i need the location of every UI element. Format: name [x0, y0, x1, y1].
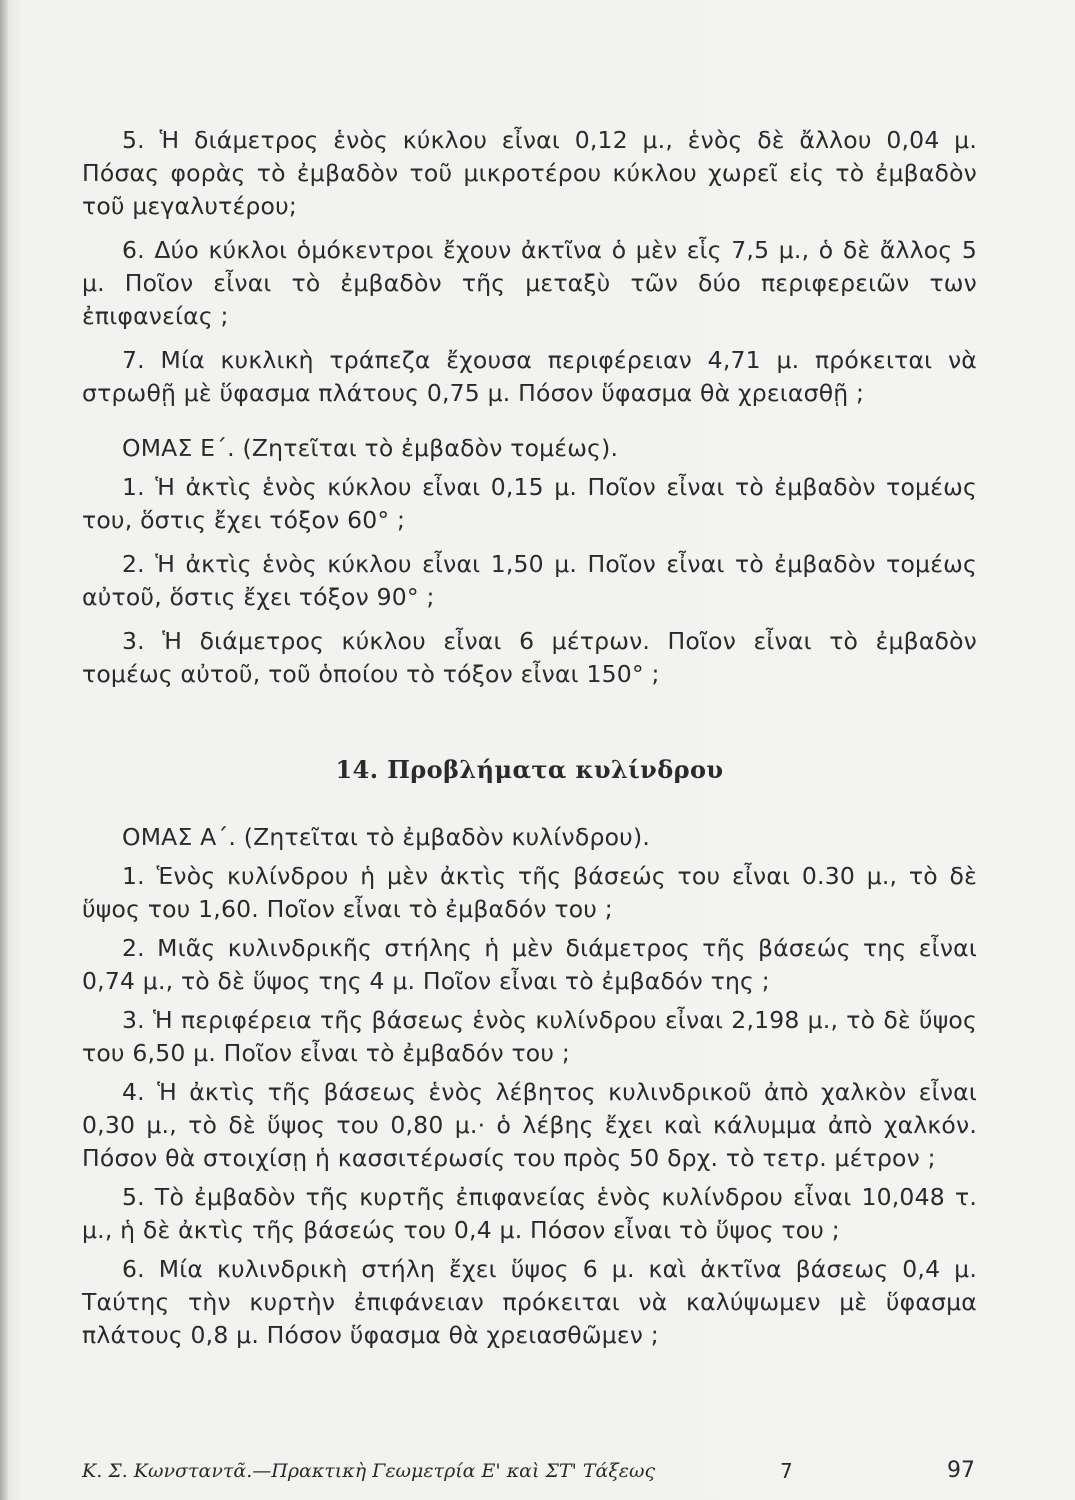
group-heading: ΟΜΑΣ Ε΄. (Ζητεῖται τὸ ἐμβαδὸν τομέως). [122, 434, 619, 462]
problem-paragraph: 2. Μιᾶς κυλινδρικῆς στήλης ἡ μὲν διάμετρος τῆς βάσεώς της εἶναι 0,74 μ., τὸ δὲ ὕψος της 4 μ. Ποῖον εἶναι τὸ ἐμβαδόν της ; [82, 934, 977, 995]
problem-paragraph: 1. Ἡ ἀκτὶς ἑνὸς κύκλου εἶναι 0,15 μ. Ποῖον εἶναι τὸ ἐμβαδὸν τομέως του, ὅστις ἔχει τόξον 60° ; [82, 473, 977, 534]
page-footer [82, 1454, 975, 1488]
book-reference: Κ. Σ. Κωνσταντᾶ.—Πρακτικὴ Γεωμετρία Ε' καὶ ΣΤ' Τάξεως [82, 1460, 656, 1482]
problem-paragraph: 3. Ἡ διάμετρος κύκλου εἶναι 6 μέτρων. Ποῖον εἶναι τὸ ἐμβαδὸν τομέως αὐτοῦ, τοῦ ὁποίου τὸ τόξον εἶναι 150° ; [82, 627, 977, 688]
problem-paragraph: 7. Μία κυκλικὴ τράπεζα ἔχουσα περιφέρειαν 4,71 μ. πρόκειται νὰ στρωθῇ μὲ ὕφασμα πλάτους 0,75 μ. Πόσον ὕφασμα θὰ χρειασθῇ ; [82, 346, 977, 407]
problem-paragraph: 6. Δύο κύκλοι ὁμόκεντροι ἔχουν ἀκτῖνα ὁ μὲν εἷς 7,5 μ., ὁ δὲ ἄλλος 5 μ. Ποῖον εἶναι τὸ ἐμβαδὸν τῆς μεταξὺ τῶν δύο περιφερειῶν των ἐπιφανείας ; [82, 236, 977, 330]
problem-paragraph: 5. Ἡ διάμετρος ἑνὸς κύκλου εἶναι 0,12 μ., ἑνὸς δὲ ἄλλου 0,04 μ. Πόσας φορὰς τὸ ἐμβαδὸν τοῦ μικροτέρου κύκλου χωρεῖ εἰς τὸ ἐμβαδὸν τοῦ μεγαλυτέρου; [82, 126, 977, 220]
problem-paragraph: 5. Τὸ ἐμβαδὸν τῆς κυρτῆς ἐπιφανείας ἑνὸς κυλίνδρου εἶναι 10,048 τ. μ., ἡ δὲ ἀκτὶς τῆς βάσεώς του 0,4 μ. Πόσον εἶναι τὸ ὕψος του ; [82, 1183, 977, 1244]
page-binding-edge [0, 0, 8, 1500]
section-title: 14. Προβλήματα κυλίνδρου [335, 755, 724, 784]
page-number: 97 [947, 1458, 975, 1483]
problem-paragraph: 1. Ἑνὸς κυλίνδρου ἡ μὲν ἀκτὶς τῆς βάσεώς του εἶναι 0.30 μ., τὸ δὲ ὕψος του 1,60. Ποῖον εἶναι τὸ ἐμβαδόν του ; [82, 862, 977, 923]
signature-mark: 7 [780, 1459, 793, 1483]
problem-paragraph: 3. Ἡ περιφέρεια τῆς βάσεως ἑνὸς κυλίνδρου εἶναι 2,198 μ., τὸ δὲ ὕψος του 6,50 μ. Ποῖον εἶναι τὸ ἐμβαδόν του ; [82, 1006, 977, 1067]
page-body [82, 124, 977, 1352]
problem-paragraph: 4. Ἡ ἀκτὶς τῆς βάσεως ἑνὸς λέβητος κυλινδρικοῦ ἀπὸ χαλκὸν εἶναι 0,30 μ., τὸ δὲ ὕψος του 0,80 μ.· ὁ λέβης ἔχει καὶ κάλυμμα ἀπὸ χαλκόν. Πόσον θὰ στοιχίσῃ ἡ κασσιτέρωσίς του πρὸς 50 δρχ. τὸ τετρ. μέτρον ; [82, 1078, 977, 1172]
group-heading: ΟΜΑΣ Α΄. (Ζητεῖται τὸ ἐμβαδὸν κυλίνδρου). [122, 823, 650, 851]
problem-paragraph: 2. Ἡ ἀκτὶς ἑνὸς κύκλου εἶναι 1,50 μ. Ποῖον εἶναι τὸ ἐμβαδὸν τομέως αὐτοῦ, ὅστις ἔχει τόξον 90° ; [82, 550, 977, 611]
problem-paragraph: 6. Μία κυλινδρικὴ στήλη ἔχει ὕψος 6 μ. καὶ ἀκτῖνα βάσεως 0,4 μ. Ταύτης τὴν κυρτὴν ἐπιφάνειαν πρόκειται νὰ καλύψωμεν μὲ ὕφασμα πλάτους 0,8 μ. Πόσον ὕφασμα θὰ χρειασθῶμεν ; [82, 1255, 977, 1349]
